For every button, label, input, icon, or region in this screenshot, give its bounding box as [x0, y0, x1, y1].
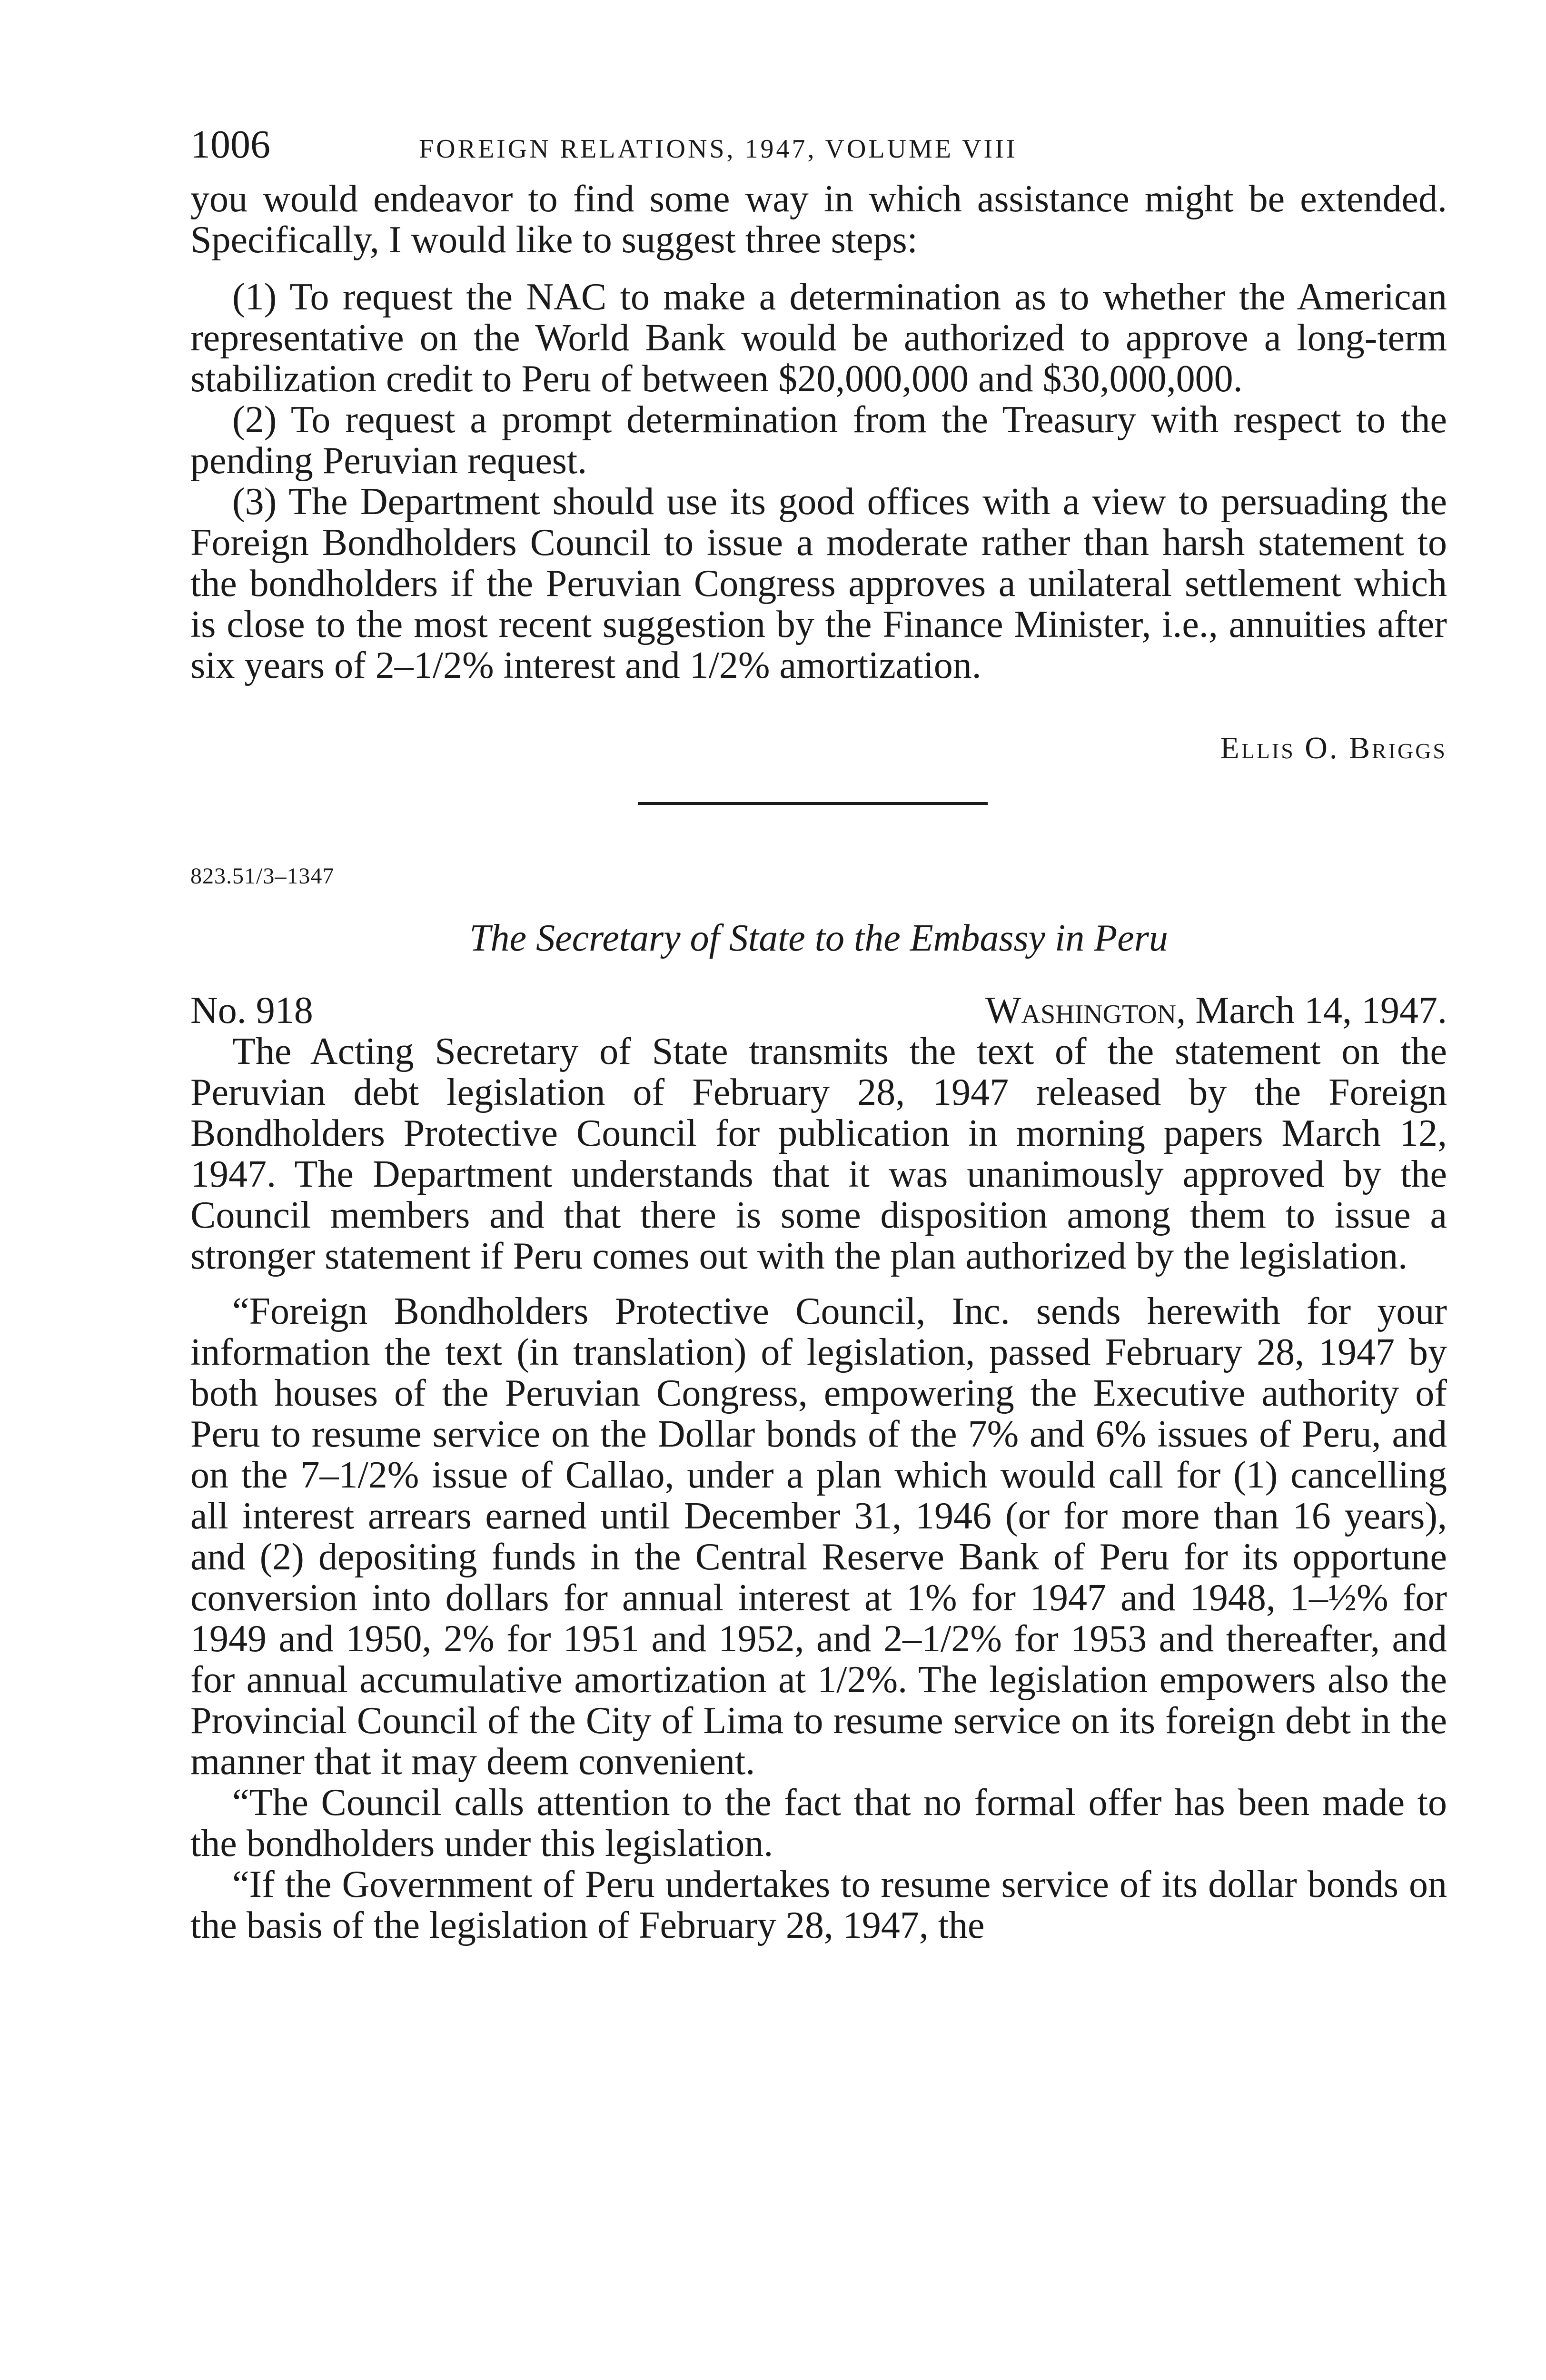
- paragraph-2: “Foreign Bondholders Protective Council, Inc. sends herewith for your information the text (in translation) of legislation, passed February 28, 1947 by both houses of the Peruvian Congress, empowering the Executive authority of Peru to resume service on the Dollar bonds of the 7% and 6% issues of Peru, and on the 7–1/2% issue of Callao, under a plan which would call for (1) cancelling all interest arrears earned until December 31, 1946 (or for more than 16 years), and (2) depositing funds in the Central Reserve Bank of Peru for its opportune conversion into dollars for annual interest at 1% for 1947 and 1948, 1–½% for 1949 and 1950, 2% for 1951 and 1952, and 2–1/2% for 1953 and thereafter, and for annual accumulative amortization at 1/2%. The legislation empowers also the Provincial Council of the City of Lima to resume service on its foreign debt in the manner that it may deem convenient.: [190, 1290, 1447, 1783]
- intro-paragraph: you would endeavor to find some way in which assistance might be extended. Specifically, I would like to suggest three steps:: [190, 178, 1447, 261]
- paragraph-4: “If the Government of Peru undertakes to resume service of its dollar bonds on the basis of the legislation of February 28, 1947, the: [190, 1864, 1447, 1946]
- date: March 14, 1947.: [1195, 990, 1447, 1031]
- step-3: (3) The Department should use its good offices with a view to persuading the Foreign Bondholders Council to issue a moderate rather than harsh statement to the bondholders if the Peruvian Congress approves a unilateral settlement which is close to the most recent suggestion by the Finance Minister, i.e., annuities after six years of 2–1/2% interest and 1/2% amortization.: [190, 481, 1447, 686]
- running-head: FOREIGN RELATIONS, 1947, VOLUME VIII: [419, 134, 1018, 164]
- place: Washington,: [985, 990, 1186, 1031]
- signature: Ellis O. Briggs: [1220, 731, 1447, 765]
- step-2: (2) To request a prompt determination from the Treasury with respect to the pending Peruvian request.: [190, 399, 1447, 482]
- place-and-date: [985, 990, 1447, 1031]
- document-page: [190, 121, 1447, 1946]
- page-number: 1006: [190, 122, 270, 167]
- document-number: No. 918: [190, 990, 313, 1031]
- section-divider: [638, 802, 988, 805]
- document-title: The Secretary of State to the Embassy in Peru: [469, 917, 1168, 959]
- step-1: (1) To request the NAC to make a determination as to whether the American representative on the World Bank would be authorized to approve a long-term stabilization credit to Peru of between $20,000,000 and $30,000,000.: [190, 276, 1447, 400]
- paragraph-3: “The Council calls attention to the fact that no formal offer has been made to the bondholders under this legislation.: [190, 1782, 1447, 1864]
- dateline: [190, 990, 1447, 1031]
- paragraph-1: The Acting Secretary of State transmits the text of the statement on the Peruvian debt legislation of February 28, 1947 released by the Foreign Bondholders Protective Council for publication in morning papers March 12, 1947. The Department understands that it was unanimously approved by the Council members and that there is some disposition among them to issue a stronger statement if Peru comes out with the plan authorized by the legislation.: [190, 1031, 1447, 1277]
- page-header: [190, 121, 1447, 178]
- file-reference: 823.51/3–1347: [190, 863, 335, 889]
